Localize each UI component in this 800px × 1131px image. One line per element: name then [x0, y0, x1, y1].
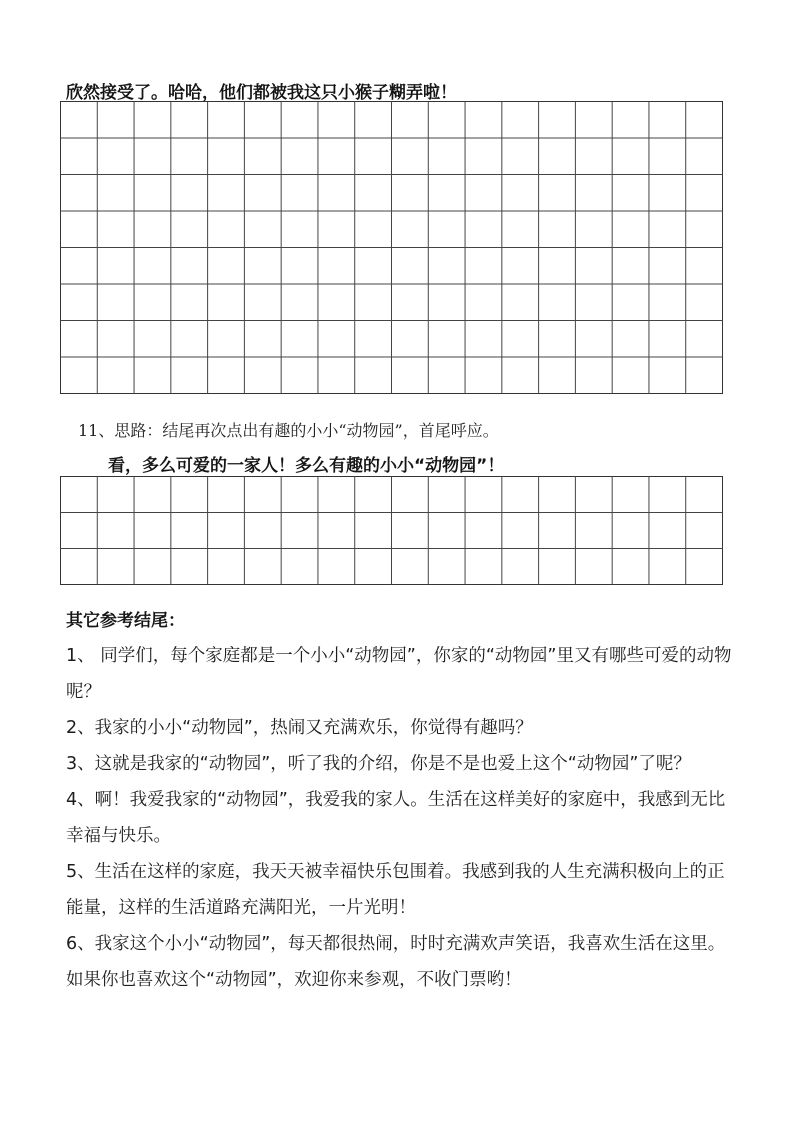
ending-item-4: 4、啊！我爱我家的“动物园”，我爱我的家人。生活在这样美好的家庭中，我感到无比幸福与快乐。 — [66, 790, 726, 846]
top-text-line: 欣然接受了。哈哈，他们都被我这只小猴子糊弄啦！ — [66, 83, 457, 103]
writing-grid-1 — [60, 101, 724, 395]
writing-grid-2 — [60, 476, 724, 586]
ending-item-6: 6、我家这个小小“动物园”，每天都很热闹，时时充满欢声笑语，我喜欢生活在这里。如果你也喜欢这个“动物园”，欢迎你来参观，不收门票哟！ — [66, 934, 726, 990]
other-endings-title: 其它参考结尾： — [66, 611, 185, 631]
ending-item-5: 5、生活在这样的家庭，我天天被幸福快乐包围着。我感到我的人生充满积极向上的正能量，这样的生活道路充满阳光，一片光明！ — [66, 862, 725, 918]
example-sentence: 看，多么可爱的一家人！多么有趣的小小“动物园”！ — [108, 456, 505, 476]
ending-item-1: 1、 同学们，每个家庭都是一个小小“动物园”，你家的“动物园”里又有哪些可爱的动物呢？ — [66, 646, 732, 702]
ending-item-2: 2、我家的小小“动物园”，热闹又充满欢乐，你觉得有趣吗？ — [66, 718, 533, 738]
ending-item-3: 3、这就是我家的“动物园”，听了我的介绍，你是不是也爱上这个“动物园”了呢？ — [66, 754, 691, 774]
endings-list — [66, 638, 738, 998]
hint-11-text: 11、思路：结尾再次点出有趣的小小“动物园”，首尾呼应。 — [78, 421, 499, 440]
